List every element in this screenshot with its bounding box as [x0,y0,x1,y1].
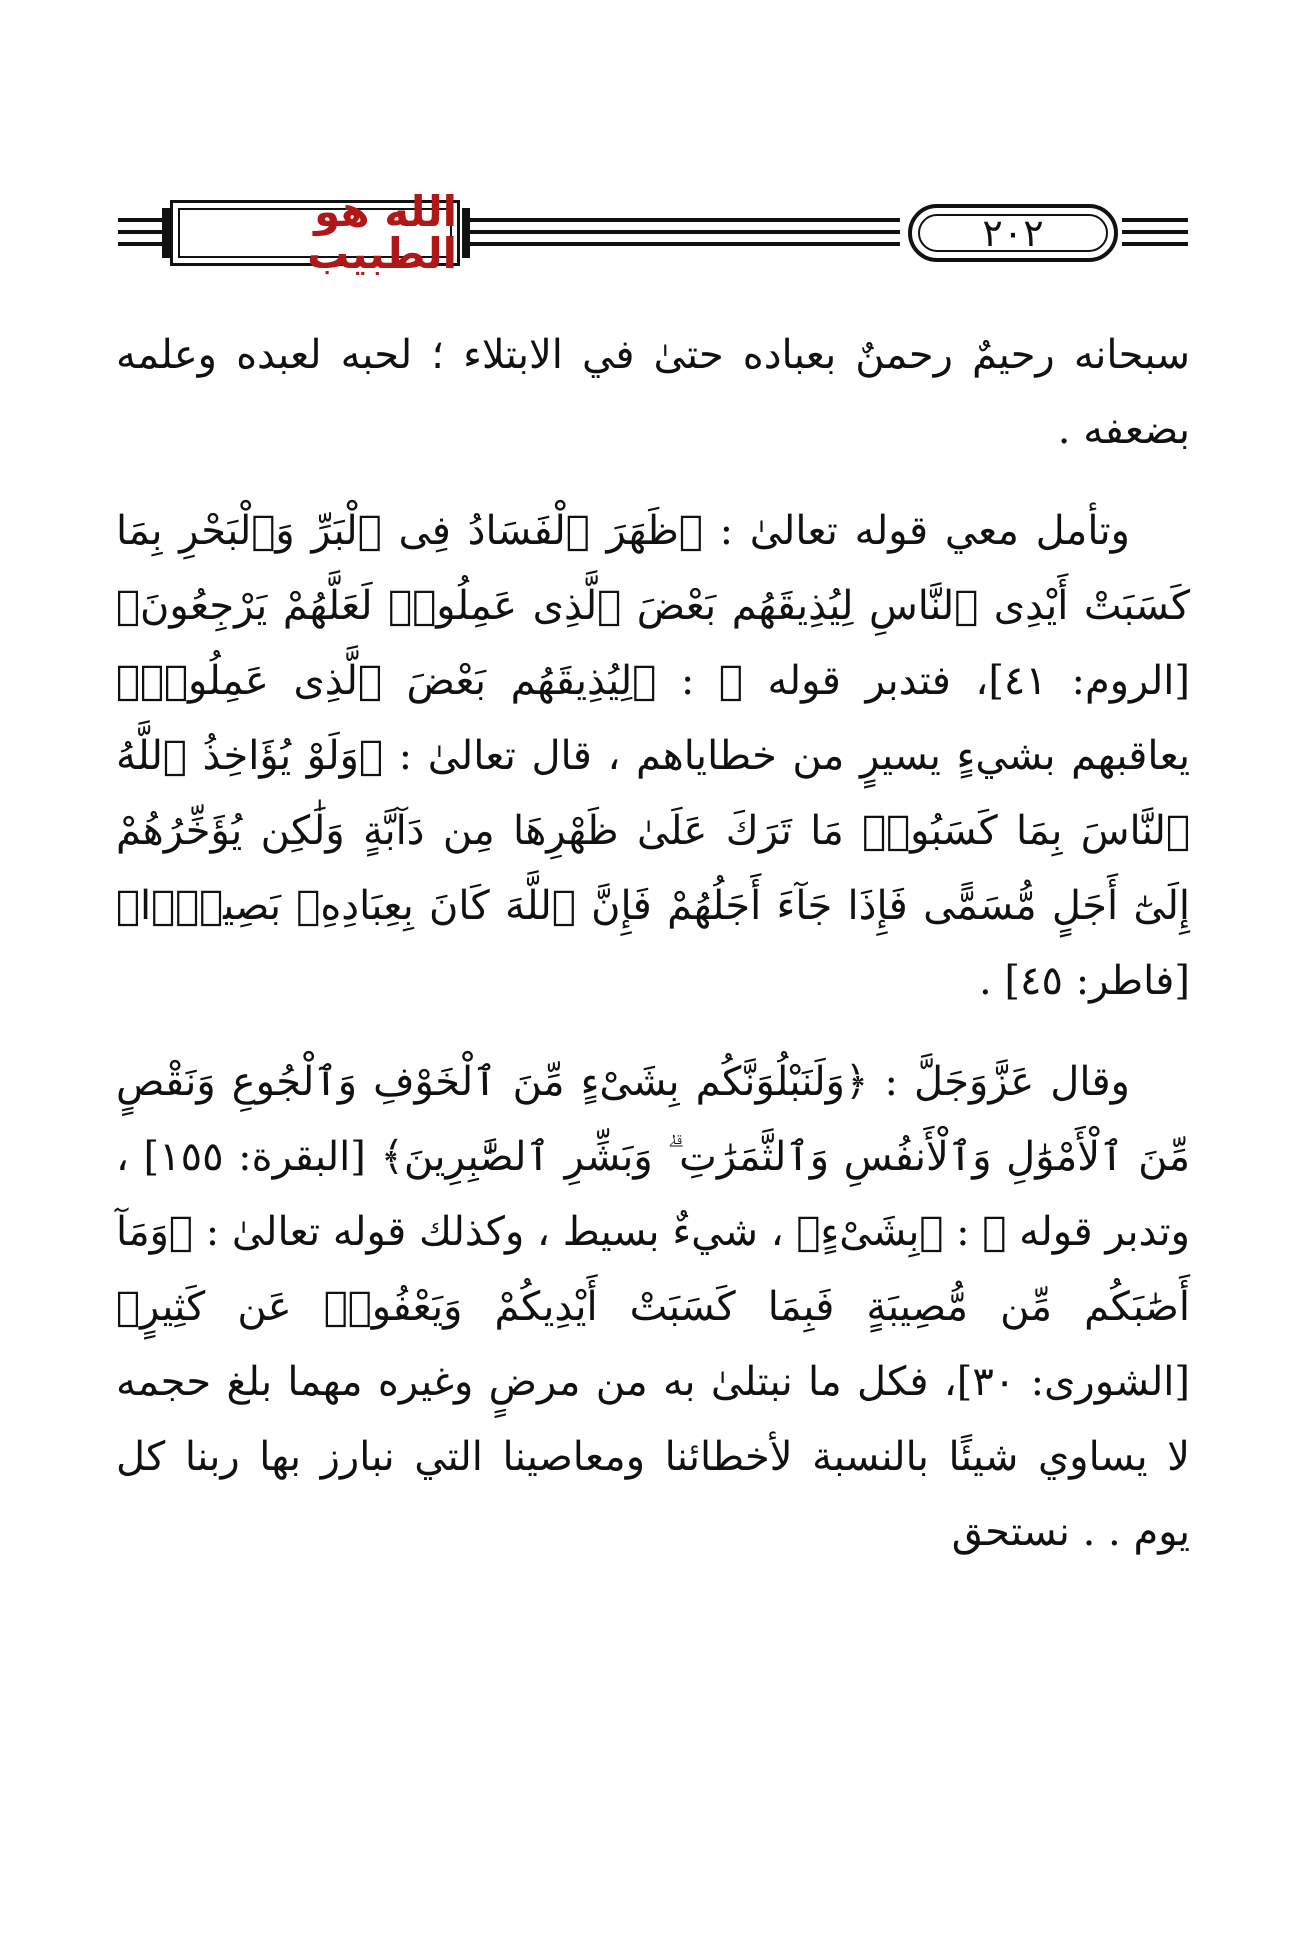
header-bar [462,208,470,258]
header-rule-left [118,218,164,248]
paragraph: وقال عَزَّوَجَلَّ : ﴿وَلَنَبْلُوَنَّكُم بِشَىْءٍ مِّنَ ٱلْخَوْفِ وَٱلْجُوعِ وَنَقْصٍ مِّنَ ٱلْأَمْوَٰلِ وَٱلْأَنفُسِ وَٱلثَّمَرَٰتِ ۗ وَبَشِّرِ ٱلصَّٰبِرِينَ﴾ [البقرة: ١٥٥] ، وتدبر قوله ﷻ : ﴿بِشَىْءٍ﴾ ، شيءٌ بسيط ، وكذلك قوله تعالىٰ : ﴿وَمَآ أَصَٰبَكُم مِّن مُّصِيبَةٍ فَبِمَا كَسَبَتْ أَيْدِيكُمْ وَيَعْفُوا۟ عَن كَثِيرٍ﴾ [الشورى: ٣٠]، فكل ما نبتلىٰ به من مرضٍ وغيره مهما بلغ حجمه لا يساوي شيئًا بالنسبة لأخطائنا ومعاصينا التي نبارز بها ربنا كل يوم . . نستحق [116,1059,1190,1555]
paragraph: وتأمل معي قوله تعالىٰ : ﴿ظَهَرَ ٱلْفَسَادُ فِى ٱلْبَرِّ وَٱلْبَحْرِ بِمَا كَسَبَتْ أَيْدِى ٱلنَّاسِ لِيُذِيقَهُم بَعْضَ ٱلَّذِى عَمِلُوا۟ لَعَلَّهُمْ يَرْجِعُونَ﴾ [الروم: ٤١]، فتدبر قوله ﷻ : ﴿لِيُذِيقَهُم بَعْضَ ٱلَّذِى عَمِلُوا۟﴾ يعاقبهم بشيءٍ يسيرٍ من خطاياهم ، قال تعالىٰ : ﴿وَلَوْ يُؤَاخِذُ ٱللَّهُ ٱلنَّاسَ بِمَا كَسَبُوا۟ مَا تَرَكَ عَلَىٰ ظَهْرِهَا مِن دَآبَّةٍ وَلَٰكِن يُؤَخِّرُهُمْ إِلَىٰٓ أَجَلٍ مُّسَمًّى فَإِذَا جَآءَ أَجَلُهُمْ فَإِنَّ ٱللَّهَ كَانَ بِعِبَادِهِۦ بَصِيرًۢا﴾ [فاطر: ٤٥] . [116,508,1190,1004]
page-header [118,187,1188,278]
header-rule-middle [470,218,900,248]
page-number: ٢٠٢ [982,211,1044,255]
paragraph: سبحانه رحيمٌ رحمنٌ بعباده حتىٰ في الابتلاء ؛ لحبه لعبده وعلمه بضعفه . [116,332,1190,453]
page-number-badge [908,204,1118,262]
header-bar [162,208,170,258]
page-body [116,318,1190,1596]
chapter-title-box [170,187,460,278]
chapter-title: الله هو الطبيب [307,187,457,278]
header-rule-right [1122,218,1188,248]
